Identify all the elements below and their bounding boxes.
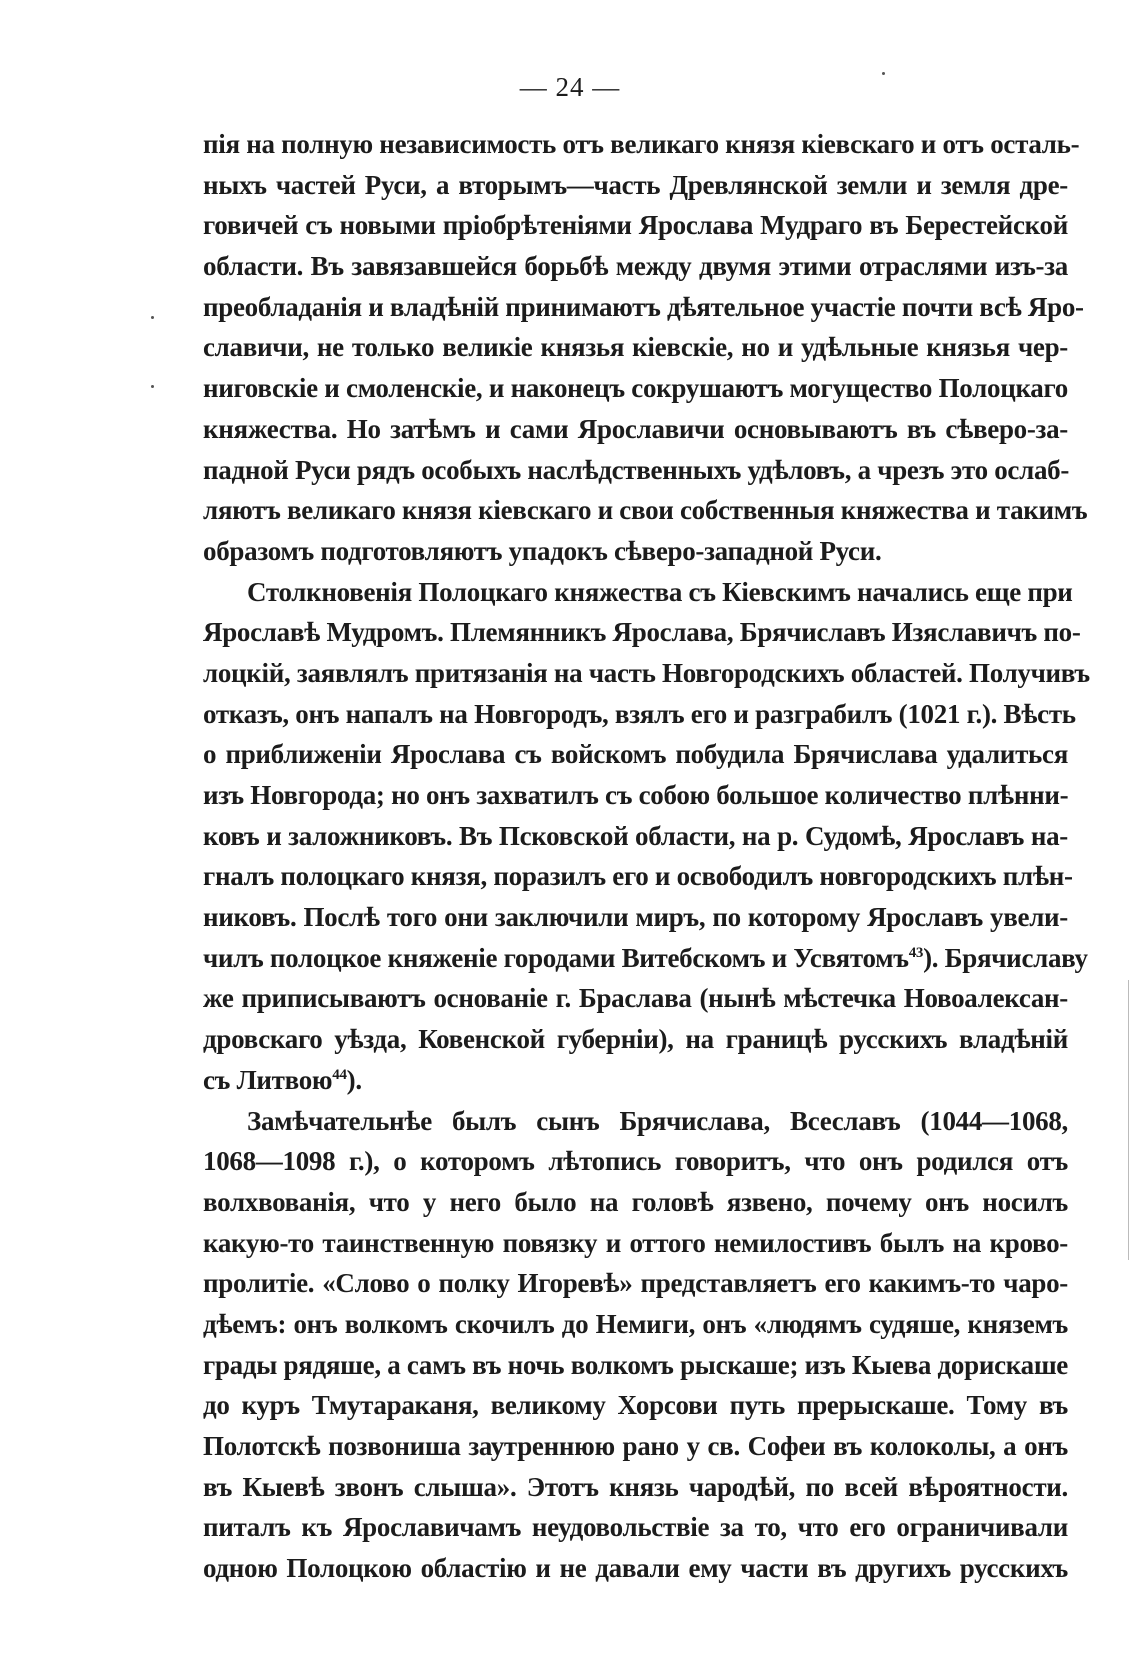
text-line: пія на полную независимость отъ великаго князя кіевскаго и отъ осталь- <box>203 129 1080 159</box>
text-line: волхвованія, что у него было на головѣ язвено, почему онъ носилъ <box>203 1186 1068 1217</box>
text-line: отказъ, онъ напалъ на Новгородъ, взялъ его и разграбилъ (1021 г.). Вѣсть <box>203 698 1076 729</box>
text-line: ныхъ частей Руси, а вторымъ—часть Древлянской земли и земля дре- <box>203 169 1068 200</box>
text-line: о приближеніи Ярослава съ войскомъ побудила Брячислава удалиться <box>203 739 1068 770</box>
text-line: ковъ и заложниковъ. Въ Псковской области, на р. Судомѣ, Ярославъ на- <box>203 820 1068 851</box>
text-line: одною Полоцкою областію и не давали ему части въ другихъ русскихъ <box>203 1553 1068 1584</box>
text-line: образомъ подготовляютъ упадокъ сѣверо-западной Руси. <box>203 535 882 566</box>
text-line: какую-то таинственную повязку и оттого немилостивъ былъ на крово- <box>203 1227 1068 1258</box>
margin-speck <box>151 385 154 388</box>
text-line: дровскаго уѣзда, Ковенской губерніи), на границѣ русскихъ владѣній <box>203 1024 1068 1055</box>
page-edge-shadow <box>1128 980 1129 1260</box>
page-number: — 24 — <box>519 72 621 102</box>
text-line: 1068—1098 г.), о которомъ лѣтопись говоритъ, что онъ родился отъ <box>203 1146 1068 1177</box>
paragraph <box>203 124 1088 572</box>
text-line: дѣемъ: онъ волкомъ скочилъ до Немиги, онъ «людямъ судяше, княземъ <box>203 1308 1068 1339</box>
paragraph <box>203 1101 1068 1589</box>
text-line: Столкновенія Полоцкаго княжества съ Кіевскимъ начались еще при <box>247 576 1073 607</box>
text-line: Полотскѣ позвониша заутреннюю рано у св. Софеи въ колоколы, а онъ <box>203 1431 1068 1461</box>
text-line: славичи, не только великіе князья кіевскіе, но и удѣльные князья чер- <box>203 332 1068 363</box>
text-line: же приписываютъ основаніе г. Браслава (нынѣ мѣстечка Новоалексан- <box>203 983 1068 1014</box>
text-line: Ярославѣ Мудромъ. Племянникъ Ярослава, Брячиславъ Изяславичъ по- <box>203 617 1081 648</box>
text-line: лоцкій, заявлялъ притязанія на часть Новгородскихъ областей. Получивъ <box>203 657 1090 688</box>
text-line: ниговскіе и смоленскіе, и наконецъ сокрушаютъ могущество Полоцкаго <box>203 373 1068 404</box>
text-line: преобладанія и владѣній принимаютъ дѣятельное участіе почти всѣ Яро- <box>203 291 1084 322</box>
paragraph <box>203 572 1090 1101</box>
text-body <box>203 124 1090 1589</box>
line-text: чилъ полоцкое княженіе городами Витебскомъ и Усвятомъ <box>203 942 909 973</box>
text-line: гналъ полоцкаго князя, поразилъ его и освободилъ новгородскихъ плѣн- <box>203 861 1073 892</box>
line-text-tail: ). Брячиславу <box>923 942 1088 973</box>
text-line: падной Руси рядъ особыхъ наслѣдственныхъ удѣловъ, а чрезъ это ослаб- <box>203 454 1070 485</box>
text-line: никовъ. Послѣ того они заключили миръ, по которому Ярославъ увели- <box>203 902 1068 933</box>
text-line: питалъ къ Ярославичамъ неудовольствіе за то, что его ограничивали <box>203 1512 1068 1543</box>
margin-speck <box>151 316 154 319</box>
text-line-with-footnote <box>203 1060 1068 1101</box>
text-line: говичей съ новыми пріобрѣтеніями Ярослава Мудраго въ Берестейской <box>203 210 1068 241</box>
text-line: области. Въ завязавшейся борьбѣ между двумя этими отраслями изъ-за <box>203 251 1068 282</box>
text-line: Замѣчательнѣе былъ сынъ Брячислава, Всеславъ (1044—1068, <box>247 1105 1068 1136</box>
line-text-tail: ). <box>346 1064 362 1095</box>
text-line: въ Кыевѣ звонъ слыша». Этотъ князь чародѣй, по всей вѣроятности. <box>203 1471 1068 1502</box>
footnote-marker: 43 <box>908 944 924 961</box>
text-line-with-footnote <box>203 938 1088 979</box>
text-line: изъ Новгорода; но онъ захватилъ съ собою большое количество плѣнни- <box>203 780 1069 810</box>
text-line: до куръ Тмутараканя, великому Хорсови путь прерыскаше. Тому въ <box>203 1390 1068 1421</box>
line-text: съ Литвою <box>203 1064 333 1095</box>
text-line: пролитіе. «Слово о полку Игоревѣ» представляетъ его какимъ-то чаро- <box>203 1268 1068 1299</box>
text-line: ляютъ великаго князя кіевскаго и свои собственныя княжества и такимъ <box>203 495 1088 526</box>
footnote-marker: 44 <box>332 1066 347 1083</box>
text-line: княжества. Но затѣмъ и сами Ярославичи основываютъ въ сѣверо-за- <box>203 413 1068 444</box>
text-line: грады рядяше, а самъ въ ночь волкомъ рыскаше; изъ Кыева дорискаше <box>203 1349 1068 1380</box>
